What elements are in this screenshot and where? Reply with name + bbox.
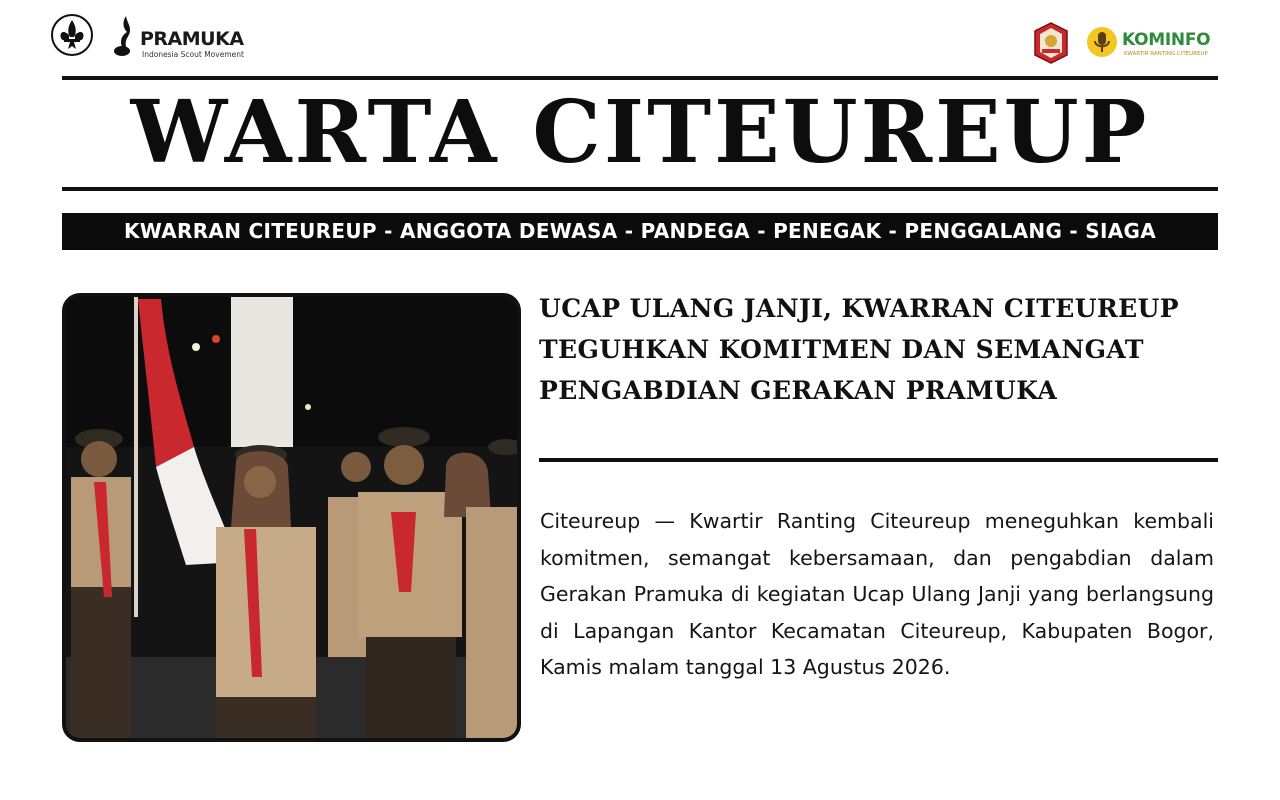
- headline-line-1: UCAP ULANG JANJI, KWARRAN CITEUREUP: [539, 294, 1179, 323]
- microphone-icon: [1086, 26, 1118, 58]
- article-body: Citeureup — Kwartir Ranting Citeureup meneguhkan kembali komitmen, semangat kebersamaan, dan pengabdian dalam Gerakan Pramuka di kegiatan Ucap Ulang Janji yang berlangsung di Lapangan Kantor Kecamatan Citeureup, Kabupaten Bogor, Kamis malam tanggal 13 Agustus 2026.: [540, 509, 1214, 679]
- scout-emblem-logo: [50, 13, 94, 57]
- pramuka-logo-text: PRAMUKA: [140, 28, 244, 50]
- kwarran-badge-icon: [1032, 22, 1070, 64]
- article-photo: [62, 293, 521, 742]
- pramuka-logo: [112, 14, 252, 60]
- kominfo-logo-subtext: KWARTIR RANTING CITEUREUP: [1124, 51, 1208, 57]
- tunas-kelapa-icon: [112, 14, 140, 58]
- tagline-bar: KWARRAN CITEUREUP - ANGGOTA DEWASA - PANDEGA - PENEGAK - PENGGALANG - SIAGA: [62, 213, 1218, 250]
- kwarran-badge-logo: [1032, 22, 1070, 64]
- headline-line-2: TEGUHKAN KOMITMEN DAN SEMANGAT: [539, 335, 1144, 364]
- scouts-ceremony-photo: [66, 297, 517, 738]
- masthead-bottom-rule: [62, 187, 1218, 191]
- article-divider: [539, 458, 1218, 462]
- scout-lily-emblem-icon: [50, 13, 94, 57]
- masthead-title: WARTA CITEUREUP: [130, 82, 1150, 183]
- pramuka-logo-subtext: Indonesia Scout Movement: [142, 50, 244, 59]
- kominfo-logo-text: KOMINFO: [1122, 30, 1211, 50]
- headline-line-3: PENGABDIAN GERAKAN PRAMUKA: [539, 376, 1058, 405]
- article-headline: [539, 288, 1229, 411]
- kominfo-logo: [1086, 26, 1218, 62]
